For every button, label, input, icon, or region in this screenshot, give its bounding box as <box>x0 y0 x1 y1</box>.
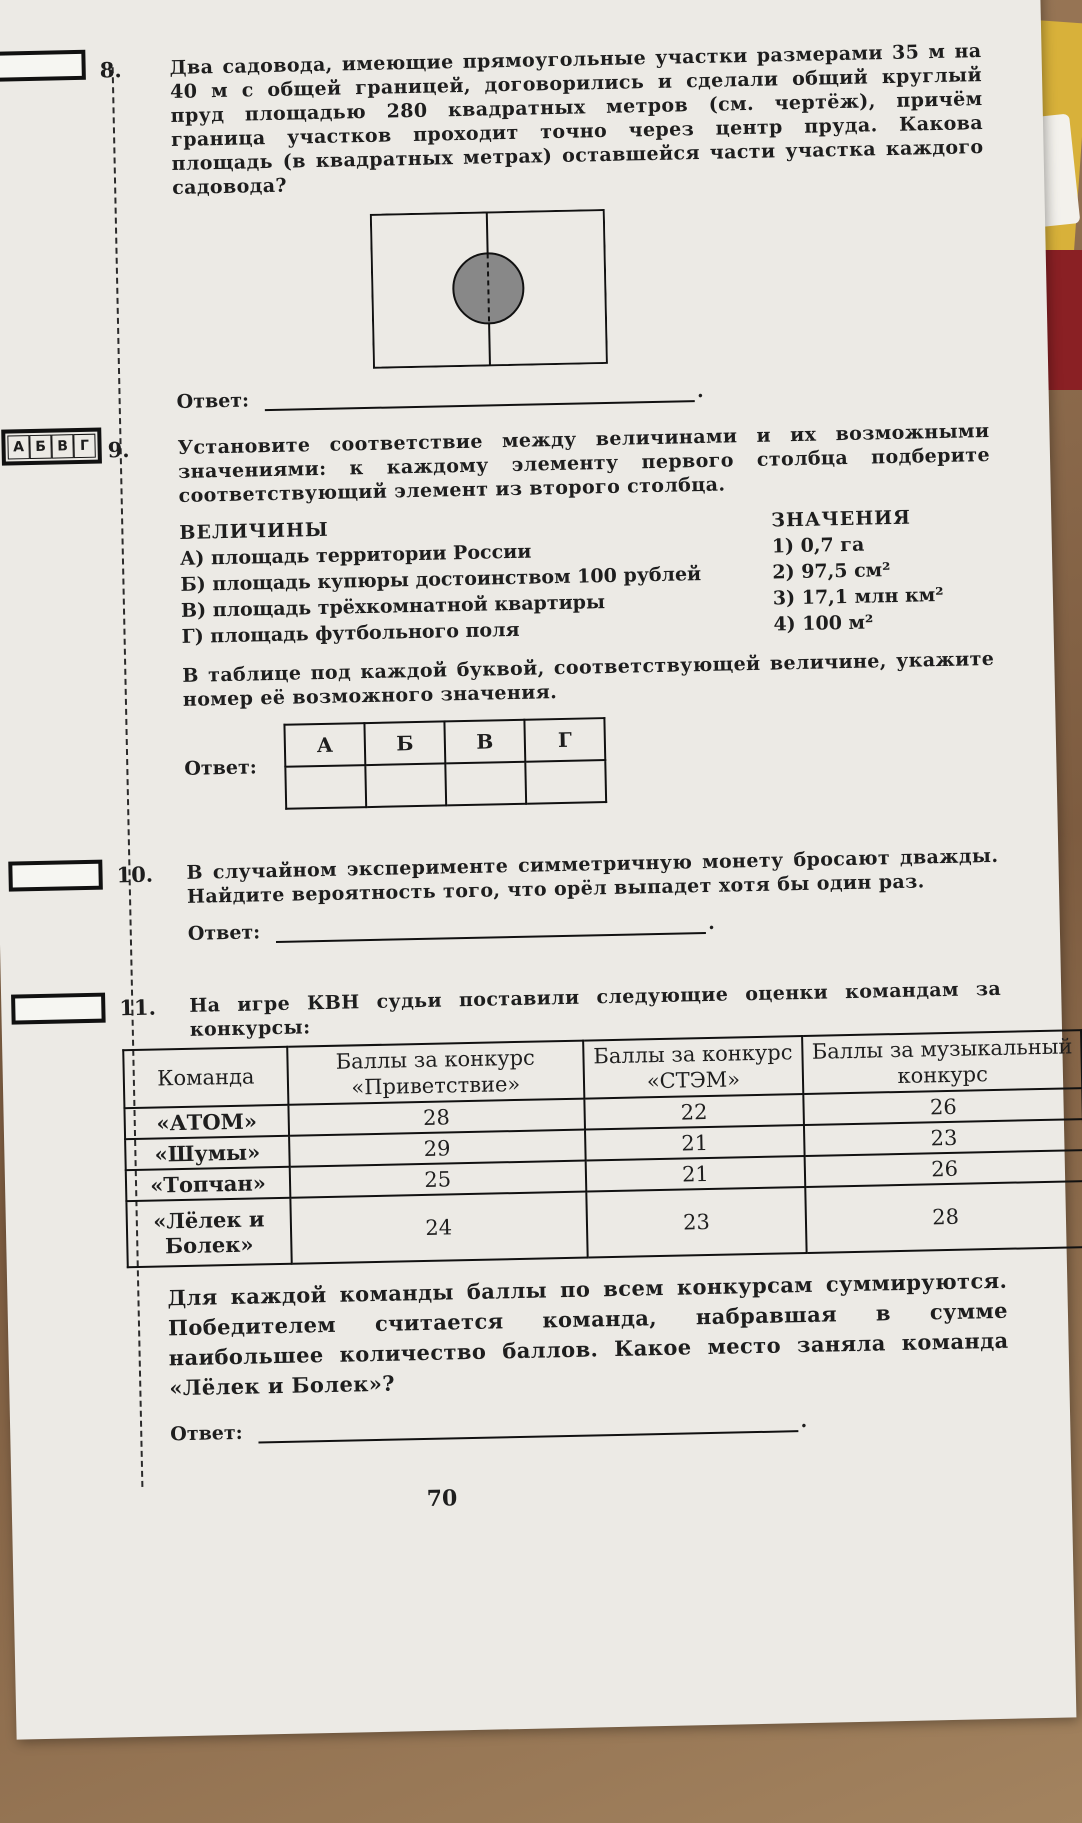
score-cell: 21 <box>585 1156 806 1192</box>
page-number: 70 <box>426 1485 458 1512</box>
letters-box-9 <box>1 428 102 466</box>
column-header: Баллы за конкурс «Приветствие» <box>287 1041 584 1105</box>
task-text: Установите соответствие между величинами и их возможными значениями: к каждому элементу первого столбца подберите соответствующий элемент из второго столбца. <box>177 419 991 507</box>
answer-row-11 <box>170 1406 1010 1446</box>
team-name: «АТОМ» <box>124 1105 289 1139</box>
quantities-header: ВЕЛИЧИНЫ <box>179 518 330 544</box>
task-9 <box>107 419 997 813</box>
score-cell: 25 <box>290 1161 586 1198</box>
values-column <box>771 503 994 638</box>
value-item: 1) 0,7 га <box>771 533 865 558</box>
task-text: На игре КВН судьи поставили следующие оценки командам за конкурсы: <box>189 977 1002 1041</box>
answer-period: . <box>800 1409 808 1433</box>
matching-columns <box>179 503 994 650</box>
answer-label: Ответ: <box>187 921 261 945</box>
task-8 <box>99 39 988 414</box>
task-number: 8. <box>99 57 122 83</box>
box-letter: А <box>7 435 29 459</box>
scores-table <box>122 1029 1082 1268</box>
answer-label: Ответ: <box>184 756 257 780</box>
task-11 <box>119 977 1073 1446</box>
score-cell: 22 <box>584 1094 805 1130</box>
answer-table-header: В <box>444 720 525 764</box>
column-header: Баллы за музыкальный конкурс <box>803 1030 1082 1094</box>
box-letter: В <box>51 434 73 458</box>
team-name: «Шумы» <box>125 1136 290 1170</box>
answer-line[interactable] <box>258 1410 798 1443</box>
quantity-item: А) площадь территории России <box>179 540 532 570</box>
quantity-item: В) площадь трёхкомнатной квартиры <box>180 591 606 622</box>
answer-line[interactable] <box>265 380 695 411</box>
answer-cell[interactable] <box>365 763 446 807</box>
task-10 <box>116 844 1000 946</box>
task-number: 11. <box>119 994 157 1021</box>
score-cell: 23 <box>804 1119 1082 1156</box>
task-text: В случайном эксперименте симметричную монету бросают дважды. Найдите вероятность того, что орёл выпадет хотя бы один раз. <box>186 844 999 908</box>
team-name: «Лёлек и Болек» <box>126 1198 291 1267</box>
answer-cell[interactable] <box>445 762 526 806</box>
score-box-8 <box>0 50 86 82</box>
answer-table-header: Б <box>364 721 445 765</box>
value-item: 2) 97,5 см² <box>772 559 891 584</box>
score-cell: 28 <box>288 1099 584 1136</box>
answer-label: Ответ: <box>170 1421 243 1446</box>
answer-line[interactable] <box>276 912 706 943</box>
score-cell: 26 <box>805 1150 1082 1187</box>
quantity-item: Б) площадь купюры достоинством 100 рублей <box>180 563 702 596</box>
score-box-10 <box>8 860 103 892</box>
answer-table <box>283 717 607 810</box>
value-item: 4) 100 м² <box>773 611 874 636</box>
quantity-item: Г) площадь футбольного поля <box>181 618 520 648</box>
answer-label: Ответ: <box>176 389 250 413</box>
score-cell: 29 <box>289 1130 585 1167</box>
column-header: Команда <box>123 1047 288 1108</box>
box-letter: Б <box>29 435 51 459</box>
task-number: 9. <box>107 436 130 463</box>
team-name: «Топчан» <box>126 1167 291 1201</box>
task-number: 10. <box>116 861 154 888</box>
score-cell: 21 <box>585 1125 806 1161</box>
answer-table-header: А <box>284 723 365 767</box>
box-letter: Г <box>73 434 95 458</box>
task-question: Для каждой команды баллы по всем конкурсам суммируются. Победителем считается команда, набравшая в сумме наибольшее количество баллов. Какое место заняла команда «Лёлек и Болек»? <box>167 1267 1009 1401</box>
answer-cell[interactable] <box>285 765 366 809</box>
task-text: Два садовода, имеющие прямоугольные участки размерами 35 м на 40 м с общей границей, договорились и сделали общий круглый пруд площадью 280 квадратных метров (см. чертёж), причём граница участков проходит точно через центр пруда. Какова площадь (в квадратных метрах) оставшейся части участка каждого садовода? <box>169 40 984 200</box>
answer-period: . <box>707 911 715 934</box>
score-box-11 <box>11 993 106 1025</box>
answer-row-8 <box>176 374 988 413</box>
score-cell: 23 <box>586 1187 807 1258</box>
score-cell: 28 <box>806 1181 1082 1253</box>
score-cell: 24 <box>290 1192 587 1264</box>
answer-cell[interactable] <box>525 760 606 804</box>
column-header: Баллы за конкурс «СТЭМ» <box>583 1036 804 1099</box>
values-header: ЗНАЧЕНИЯ <box>771 506 912 532</box>
plots-drawing <box>370 209 608 369</box>
value-item: 3) 17,1 млн км² <box>772 583 944 610</box>
task-instruction: В таблице под каждой буквой, соответствующей величине, укажите номер её возможного значения. <box>182 647 995 711</box>
quantities-column <box>179 509 702 650</box>
answer-row-9 <box>183 709 997 812</box>
answer-period: . <box>696 379 704 403</box>
score-cell: 26 <box>804 1088 1082 1125</box>
answer-table-header: Г <box>524 718 605 762</box>
answer-row-10 <box>188 906 1000 945</box>
